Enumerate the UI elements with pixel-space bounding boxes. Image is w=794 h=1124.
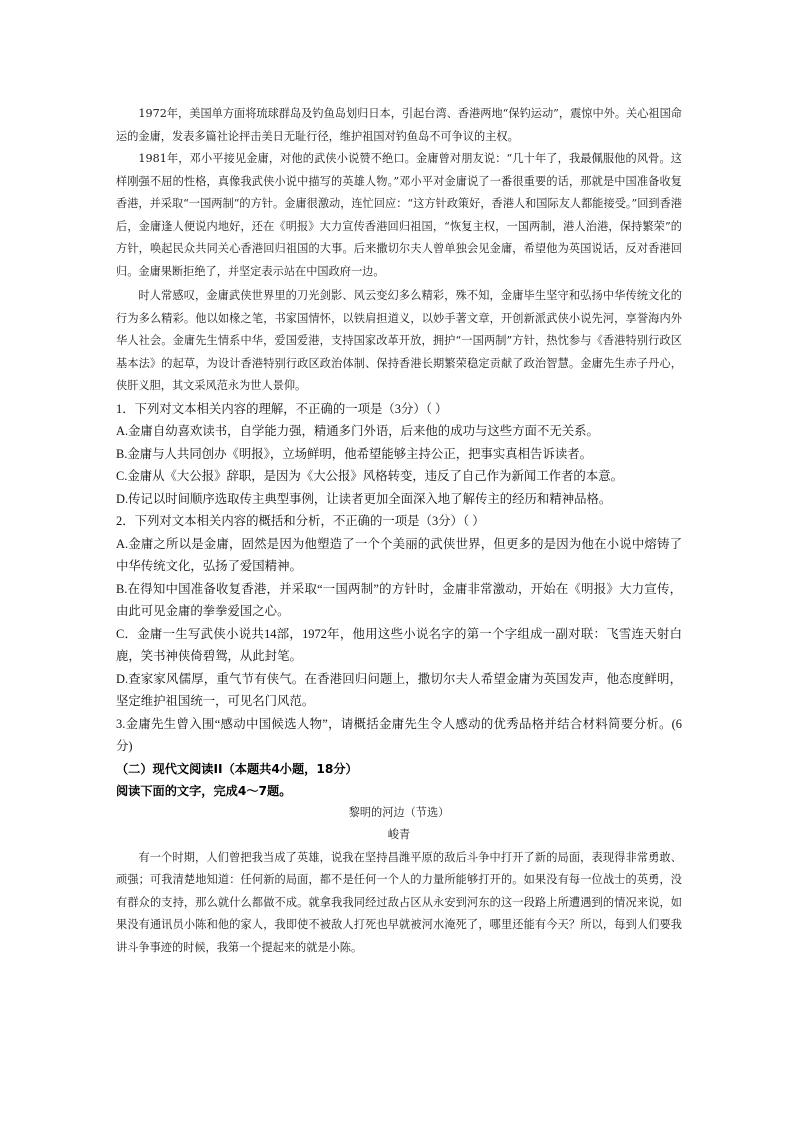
question-2-option-b: B.在得知中国准备收复香港，并采取“一国两制”的方针时，金庸非常激动，开始在《明报》大力宣传，由此可见金庸的拳拳爱国之心。	[116, 581, 682, 618]
biography-paragraph-1: 1972年，美国单方面将琉球群岛及钓鱼岛划归日本，引起台湾、香港两地“保钓运动”，震惊中外。关心祖国命运的金庸，发表多篇社论抨击美日无耻行径，维护祖国对钓鱼岛不可争议的主权。	[116, 107, 682, 143]
section-heading: （二）现代文阅读II（本题共4小题，18分）	[116, 761, 358, 776]
question-2-option-c: C．金庸一生写武侠小说共14部，1972年，他用这些小说名字的第一个字组成一副对联：飞雪连天射白鹿，笑书神侠倚碧鸳，从此封笔。	[116, 626, 682, 663]
biography-paragraph-3: 时人常感叹，金庸武侠世界里的刀光剑影、风云变幻多么精彩，殊不知，金庸毕生坚守和弘扬中华传统文化的行为多么精彩。他以如椽之笔，书家国情怀，以铁肩担道义，以妙手著文章，开创新派武侠小说先河，享誉海内外华人社会。金庸先生情系中华，爱国爱港，支持国家改革开放，拥护“一国两制”方针，热忱参与《香港特别行政区基本法》的起草，为设计香港特别行政区政治体制、保持香港长期繁荣稳定贡献了政治智慧。金庸先生赤子丹心，侠肝义胆，其文采风范永为世人景仰。	[116, 289, 682, 392]
question-2-stem: 2．下列对文本相关内容的概括和分析，不正确的一项是（3分）（ ）	[116, 514, 485, 528]
passage-paragraph-1: 有一个时期，人们曾把我当成了英雄，说我在坚持昌潍平原的敌后斗争中打开了新的局面，表现得非常勇敢、顽强；可我清楚地知道：任何新的局面，都不是任何一个人的力量所能够打开的。如果没有每一位战士的英勇，没有群众的支持，那么就什么都做不成。就拿我我同经过敌占区从永安到河东的这一段路上所遭遇到的情况来说，如果没有通讯员小陈和他的家人，我即使不被敌人打死也早就被河水淹死了，哪里还能有今天？所以，每到人们要我讲斗争事迹的时候，我第一个提起来的就是小陈。	[116, 850, 682, 954]
biography-paragraph-2: 1981年，邓小平接见金庸，对他的武侠小说赞不绝口。金庸曾对朋友说：“几十年了，我最佩服他的风骨。这样刚强不屈的性格，真像我武侠小说中描写的英雄人物。”邓小平对金庸说了一番很重要的话，那就是中国准备收复香港，并采取“一国两制”的方针。金庸很激动，连忙回应：“这方针政策好，香港人和国际友人都能接受。”回到香港后，金庸逢人便说内地好，还在《明报》大力宣传香港回归祖国，“恢复主权，一国两制，港人治港，保持繁荣”的方针，唤起民众共同关心香港回归祖国的大事。后来撒切尔夫人曾单独会见金庸，希望他为英国说话，反对香港回归。金庸果断拒绝了，并坚定表示站在中国政府一边。	[116, 152, 682, 278]
question-1-option-d: D.传记以时间顺序选取传主典型事例，让读者更加全面深入地了解传主的经历和精神品格。	[116, 491, 612, 506]
passage-title: 黎明的河边（节选）	[348, 805, 450, 819]
question-2	[116, 510, 682, 713]
question-1-option-c: C.金庸从《大公报》辞职，是因为《大公报》风格转变，违反了自己作为新闻工作者的本意。	[116, 469, 623, 483]
section-instruction: 阅读下面的文字，完成4～7题。	[116, 783, 292, 798]
question-1-option-a: A.金庸自幼喜欢读书，自学能力强，精通多门外语，后来他的成功与这些方面不无关系。	[116, 424, 599, 438]
question-1	[116, 398, 682, 511]
page-content	[116, 103, 682, 959]
question-1-stem: 1．下列对文本相关内容的理解，不正确的一项是（3分）（ ）	[116, 401, 448, 416]
question-2-option-a: A.金庸之所以是金庸，固然是因为他塑造了一个个美丽的武侠世界，但更多的是因为他在小说中熔铸了中华传统文化，弘扬了爱国精神。	[116, 536, 682, 573]
question-2-option-d: D.查家家风儒厚，重气节有侠气。在香港回归问题上，撒切尔夫人希望金庸为英国发声，他态度鲜明，坚定维护祖国统一，可见名门风范。	[116, 671, 682, 708]
question-1-option-b: B.金庸与人共同创办《明报》，立场鲜明，他希望能够主持公正，把事实真相告诉读者。	[116, 446, 593, 461]
passage-author: 峻青	[387, 828, 411, 841]
question-3: 3.金庸先生曾入围“感动中国候选人物”，请概括金庸先生令人感动的优秀品格并结合材料简要分析。(6分)	[116, 716, 682, 753]
